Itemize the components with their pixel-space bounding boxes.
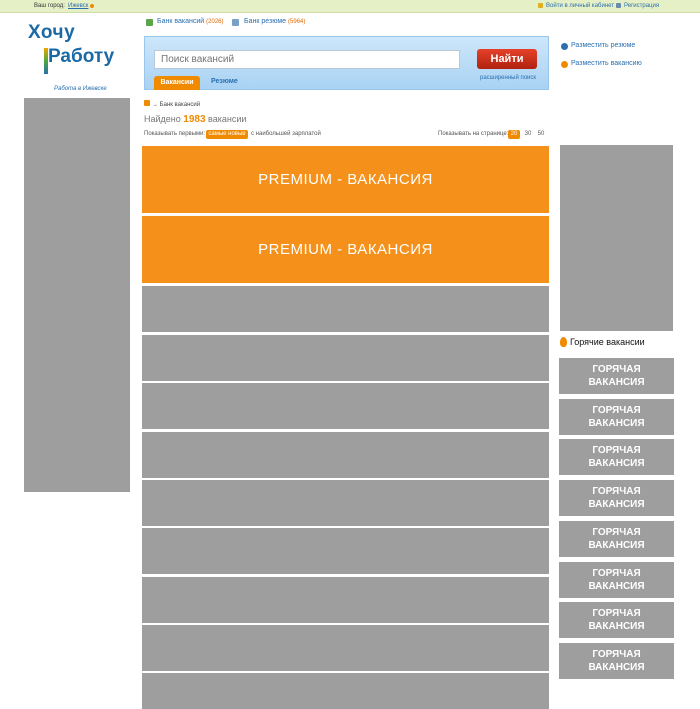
hot-line-1: ГОРЯЧАЯ (592, 405, 641, 416)
vacancy-row[interactable] (142, 383, 549, 429)
vacancy-row[interactable] (142, 335, 549, 381)
premium-vacancy[interactable]: PREMIUM - ВАКАНСИЯ (142, 146, 549, 213)
vacancy-row[interactable] (142, 625, 549, 671)
sort-label: Показывать первыми: (144, 131, 206, 137)
per-page-50[interactable]: 50 (537, 131, 545, 137)
hot-line-1: ГОРЯЧАЯ (592, 568, 641, 579)
resumes-bank-link[interactable] (244, 18, 305, 25)
vacancies-bank-icon (146, 19, 153, 26)
results-suffix: вакансии (208, 114, 247, 124)
hot-line-1: ГОРЯЧАЯ (592, 608, 641, 619)
home-icon[interactable] (144, 100, 150, 106)
logo-word-1: Хочу (28, 22, 76, 43)
hot-line-2: ВАКАНСИЯ (588, 581, 645, 592)
lock-icon (538, 3, 543, 8)
tab-vacancies[interactable]: Вакансии (154, 76, 200, 90)
hot-vacancy-item[interactable] (559, 480, 674, 516)
breadcrumb: → Банк вакансий (144, 100, 200, 108)
hot-line-2: ВАКАНСИЯ (588, 418, 645, 429)
per-page-20[interactable]: 20 (508, 130, 520, 139)
resumes-bank-icon (232, 19, 239, 26)
results-prefix: Найдено (144, 114, 181, 124)
plus-icon (561, 43, 568, 50)
hot-line-2: ВАКАНСИЯ (588, 499, 645, 510)
resumes-bank-label: Банк резюме (244, 18, 287, 25)
hot-line-2: ВАКАНСИЯ (588, 662, 645, 673)
city-label: Ваш город: (34, 3, 65, 9)
search-button[interactable]: Найти (477, 49, 537, 69)
per-page-30[interactable]: 30 (524, 131, 532, 137)
vacancy-row[interactable] (142, 577, 549, 623)
post-vacancy-link[interactable]: Разместить вакансию (571, 60, 642, 67)
hot-vacancy-item[interactable] (559, 399, 674, 435)
hot-line-1: ГОРЯЧАЯ (592, 364, 641, 375)
results-number: 1983 (183, 114, 206, 125)
vacancy-row[interactable] (142, 528, 549, 574)
per-page-label: Показывать на странице: (438, 131, 509, 137)
hot-vacancies-heading (560, 337, 645, 347)
flame-icon (560, 337, 567, 347)
vacancies-bank-link[interactable] (157, 18, 224, 25)
hot-vacancy-item[interactable] (559, 643, 674, 679)
hot-vacancy-item[interactable] (559, 562, 674, 598)
advanced-search-link[interactable]: расширенный поиск (480, 75, 537, 81)
vacancy-row[interactable] (142, 480, 549, 526)
hot-line-1: ГОРЯЧАЯ (592, 445, 641, 456)
tab-resumes[interactable]: Резюме (211, 78, 238, 85)
hot-vacancy-item[interactable] (559, 521, 674, 557)
hot-vacancy-item[interactable] (559, 439, 674, 475)
post-resume-link[interactable]: Разместить резюме (571, 42, 636, 49)
vacancy-row[interactable] (142, 673, 549, 709)
search-input[interactable] (154, 50, 460, 69)
register-link[interactable]: Регистрация (624, 3, 660, 9)
hot-line-2: ВАКАНСИЯ (588, 621, 645, 632)
hot-vacancy-item[interactable] (559, 602, 674, 638)
hot-line-2: ВАКАНСИЯ (588, 377, 645, 388)
hot-line-1: ГОРЯЧАЯ (592, 527, 641, 538)
sort-newest[interactable]: самые новые (206, 130, 248, 139)
login-link[interactable]: Войти в личный кабинет (546, 3, 615, 9)
city-dropdown-icon[interactable] (90, 4, 94, 8)
left-banner-placeholder[interactable] (24, 98, 130, 492)
plus-icon (561, 61, 568, 68)
results-count (144, 114, 246, 125)
search-panel (144, 36, 549, 90)
resumes-count: (5964) (288, 19, 306, 25)
vacancies-count: (2026) (206, 19, 224, 25)
logo-word-2: Работу (48, 46, 115, 67)
vacancy-row[interactable] (142, 432, 549, 478)
hot-line-1: ГОРЯЧАЯ (592, 486, 641, 497)
city-selector[interactable]: Ижевск (68, 3, 89, 9)
hot-line-2: ВАКАНСИЯ (588, 458, 645, 469)
right-banner-placeholder[interactable] (560, 145, 673, 331)
logo-tagline: Работа в Ижевске (54, 86, 107, 92)
vacancies-bank-label: Банк вакансий (157, 18, 205, 25)
premium-vacancy[interactable]: PREMIUM - ВАКАНСИЯ (142, 216, 549, 283)
sort-salary[interactable]: с наибольшей зарплатой (251, 131, 321, 137)
breadcrumb-current: Банк вакансий (159, 102, 201, 108)
vacancy-row[interactable] (142, 286, 549, 332)
hot-line-1: ГОРЯЧАЯ (592, 649, 641, 660)
hot-vacancy-item[interactable] (559, 358, 674, 394)
hot-vacancies-title: Горячие вакансии (570, 337, 645, 347)
hot-line-2: ВАКАНСИЯ (588, 540, 645, 551)
user-icon (616, 3, 621, 8)
site-logo[interactable] (28, 22, 132, 94)
top-bar (0, 0, 700, 13)
